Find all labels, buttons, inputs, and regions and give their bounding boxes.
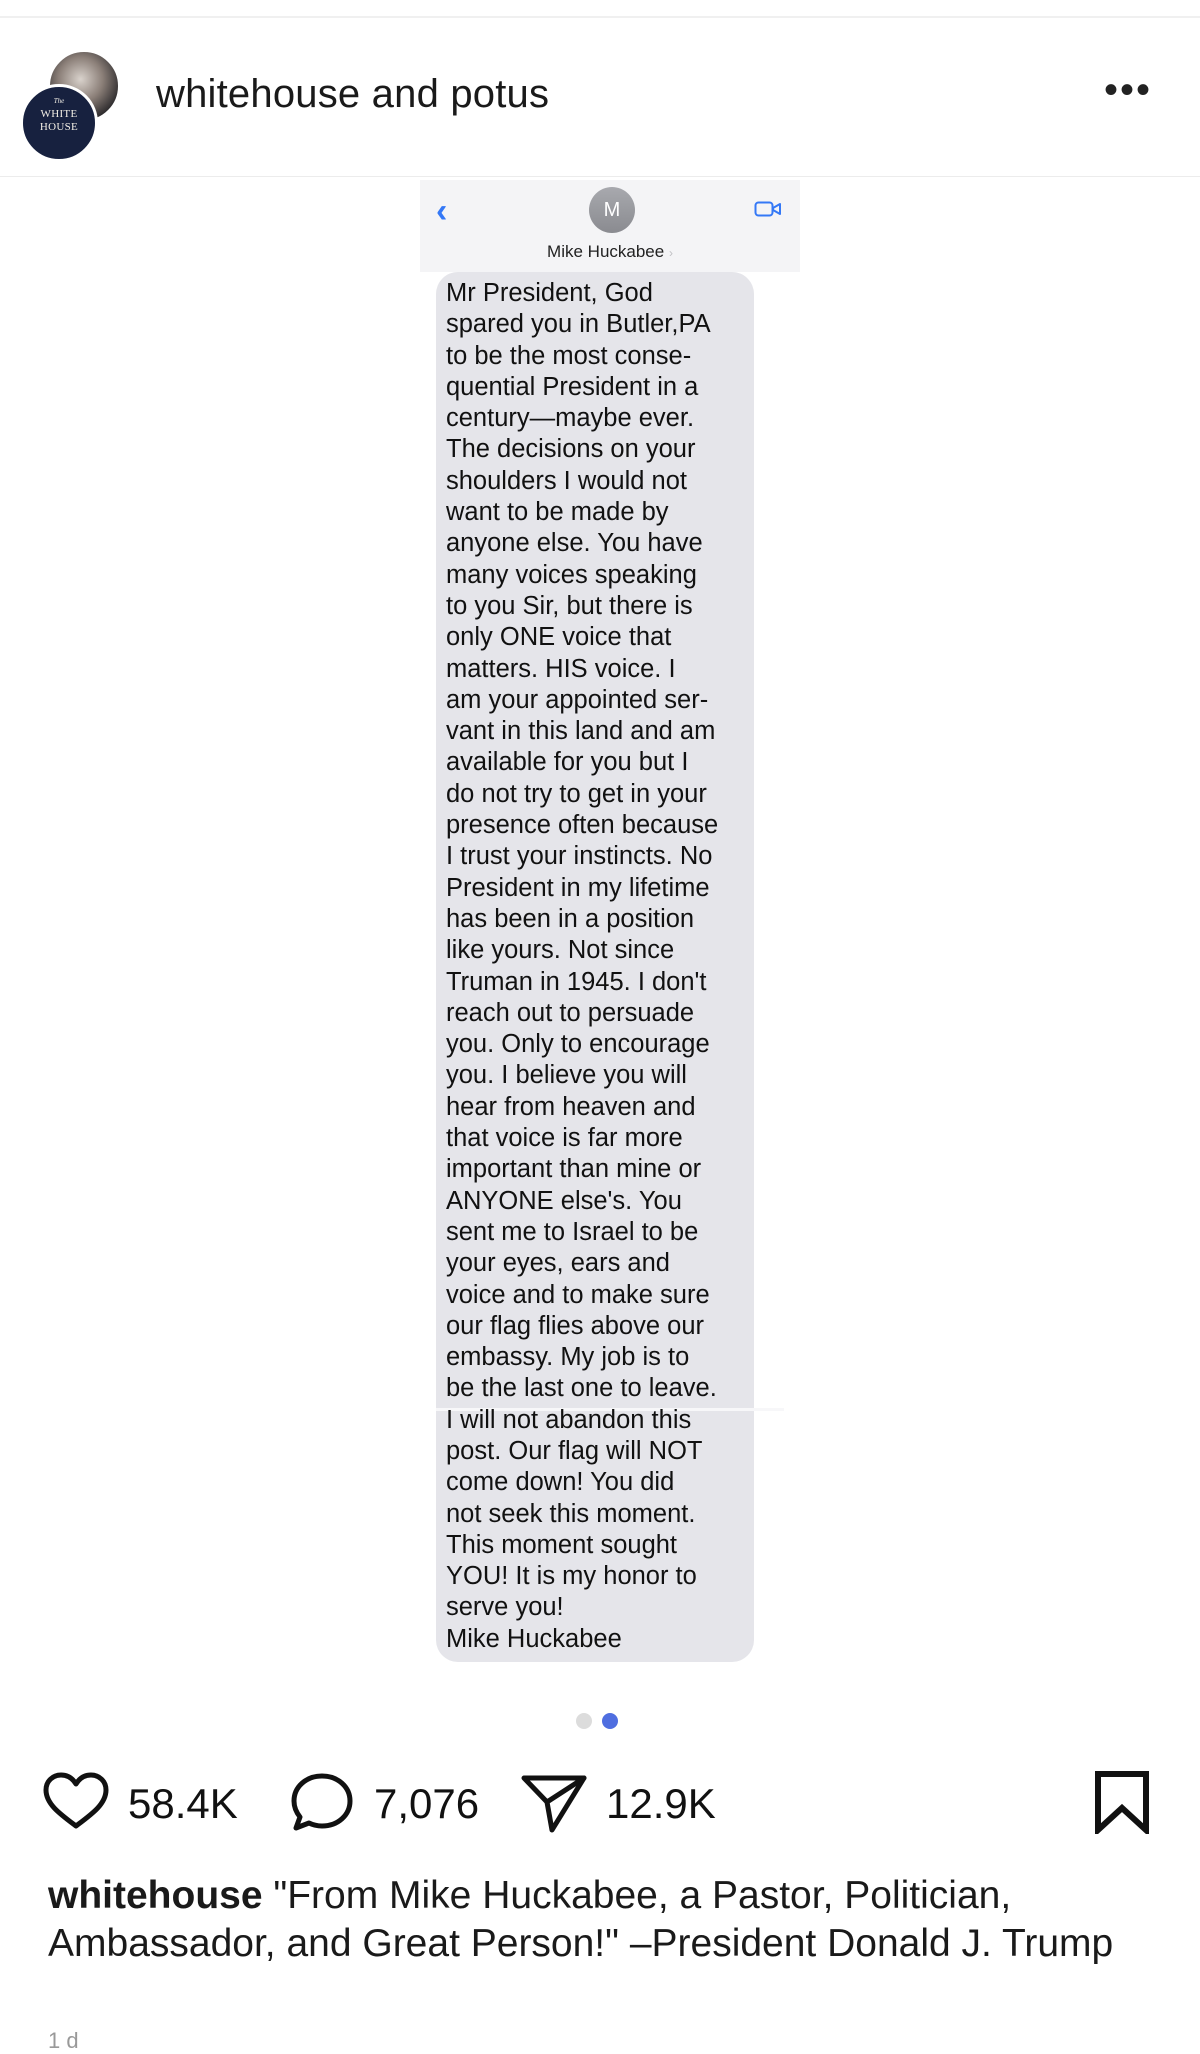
bookmark-save-icon[interactable] (1086, 1770, 1158, 1834)
avatar-seal-text-small: The (53, 97, 65, 105)
back-chevron-icon: ‹ (436, 192, 448, 230)
caption-username[interactable]: whitehouse (48, 1874, 263, 1917)
comment-bubble-icon[interactable] (286, 1770, 358, 1834)
share-send-icon[interactable] (518, 1770, 590, 1834)
caption-text: "From Mike Huckabee, a Pastor, Politician, Ambassador, and Great Person!" –President Donald J. Trump (48, 1874, 1114, 1965)
avatar-seal-text-line2: HOUSE (39, 121, 79, 133)
like-heart-icon[interactable] (40, 1770, 112, 1834)
message-screenshot (420, 180, 800, 1670)
more-options-icon[interactable]: ••• (1104, 68, 1153, 112)
post-header (0, 18, 1200, 177)
shares-count[interactable]: 12.9K (606, 1780, 716, 1827)
post-caption (48, 1872, 1158, 1968)
likes-count[interactable]: 58.4K (128, 1780, 238, 1827)
action-bar (0, 1760, 1200, 1840)
contact-name (420, 242, 800, 262)
carousel-dot-1[interactable] (576, 1713, 592, 1729)
collab-avatars[interactable] (20, 50, 120, 166)
post-username[interactable]: whitehouse and potus (156, 72, 550, 116)
message-text: Mr President, God spared you in Butler,PA to be the most conse- quential President in a century—maybe ever. The decisions on your shoulders I would not want to be made by anyone else. You have many voices speaking to you Sir, but there is only ONE voice that matters. HIS voice. I am your appointed ser- vant in this land and am available for you but I do not try to get in your presence often because I trust your instincts. No President in my lifetime has been in a position like yours. Not since Truman in 1945. I don't reach out to persuade you. Only to encourage you. I believe you will hear from heaven and that voice is far more important than mine or ANYONE else's. You sent me to Israel to be your eyes, ears and voice and to make sure our flag flies above our embassy. My job is to be the last one to leave. I will not abandon this post. Our flag will NOT come down! You did not seek this moment. This moment sought YOU! It is my honor to serve you! Mike Huckabee (446, 279, 719, 1653)
contact-name-text: Mike Huckabee (547, 242, 665, 261)
carousel-indicator (572, 1713, 632, 1733)
post-timestamp: 1 d (48, 2028, 79, 2053)
contact-chevron-icon: › (668, 246, 673, 260)
whitehouse-avatar[interactable] (20, 84, 98, 162)
comments-count[interactable]: 7,076 (374, 1780, 480, 1827)
message-header (420, 180, 800, 272)
carousel-dot-2-active[interactable] (602, 1713, 618, 1729)
avatar-seal-text-line1: WHITE (40, 108, 78, 120)
video-call-icon (754, 200, 782, 218)
contact-avatar: M (589, 187, 635, 233)
